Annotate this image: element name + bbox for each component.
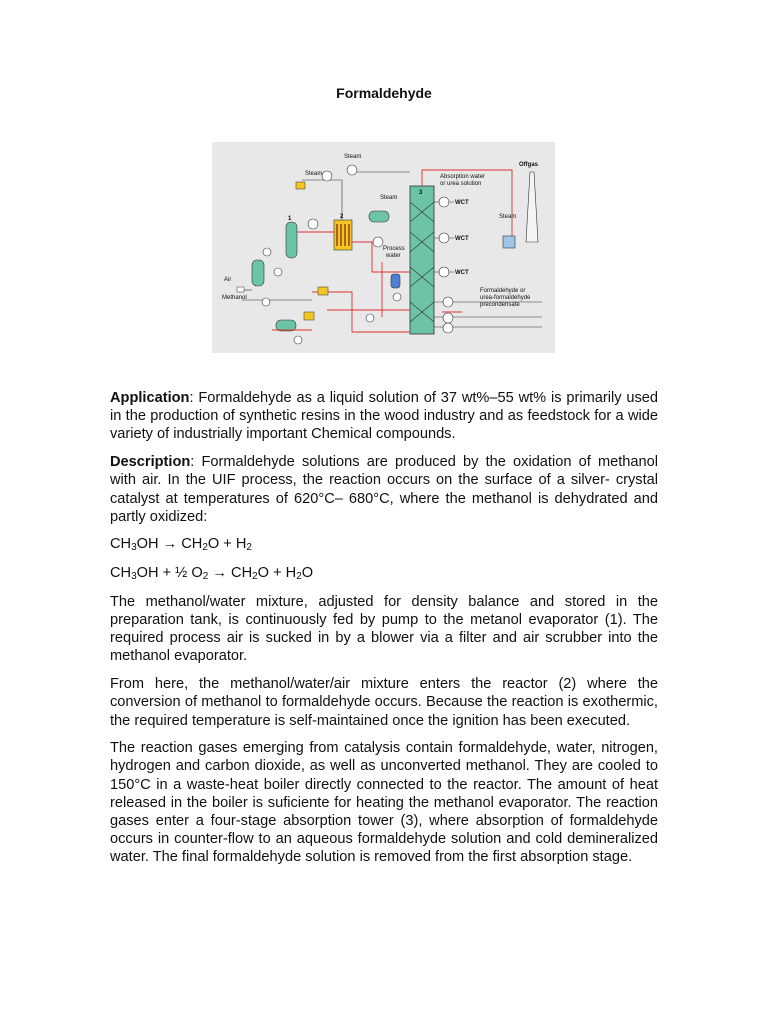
application-text: : Formaldehyde as a liquid solution of 37 wt%–55 wt% is primarily used in the production of synthetic resins in the wood industry and as feedstock for a wide variety of industrially important Chemical compounds. (110, 390, 658, 443)
eq2-part-d: O + H (257, 565, 297, 582)
description-text: : Formaldehyde solutions are produced by the oxidation of methanol with air. In the UIF process, the reaction occurs on the surface of a silver- crystal catalyst at temperatures of 620°C– 680°C, where the methanol is dehydrated and partly oxidized: (110, 454, 658, 525)
application-paragraph (110, 389, 658, 444)
equation-2 (110, 564, 658, 582)
label-wct-2: WCT (455, 236, 469, 242)
label-steam-left: Steam (305, 171, 323, 177)
label-number-2: 2 (340, 214, 344, 220)
paragraph-absorption: The reaction gases emerging from catalysis contain formaldehyde, water, nitrogen, hydrogen and carbon dioxide, as well as unconverted methanol. They are cooled to 150°C in a waste-heat boiler directly connected to the reactor. The amount of heat released in the boiler is suficiente for heating the methanol evaporator. The reaction gases enter a four-stage absorption tower (3), where absorption of formaldehyde occurs in counter-flow to an aqueous formaldehyde solution and cold demineralized water. The final formaldehyde solution is removed from the first absorption stage. (110, 740, 658, 866)
label-number-3: 3 (419, 190, 423, 196)
label-steam-mid: Steam (380, 195, 398, 201)
label-steam-right: Steam (499, 214, 517, 220)
label-product-2: urea-formaldehyde (480, 295, 531, 301)
label-air: Air (224, 277, 232, 283)
offgas-stack (526, 172, 538, 242)
steam-drum (369, 211, 389, 222)
label-absorption-water-1: Absorption water (440, 174, 486, 180)
eq2-part-e: O (301, 565, 314, 582)
page-title: Formaldehyde (336, 85, 432, 101)
eq2-part-a: CH (110, 565, 132, 582)
label-absorption-water-2: or urea solution (440, 181, 482, 187)
filters (237, 182, 328, 320)
eq1-sub-a: 3 (131, 542, 137, 554)
eq1-part-a: CH (110, 536, 132, 553)
label-methanol: Methanol (222, 295, 247, 301)
eq2-sub-b: 2 (202, 571, 209, 583)
eq1-part-b: OH → CH (136, 536, 203, 553)
application-label: Application (110, 390, 190, 406)
paragraph-evaporator: The methanol/water mixture, adjusted for density balance and stored in the preparation tank, is continuously fed by pump to the metanol evaporator (1). The required process air is sucked in by a blower via a filter and air scrubber into the methanol evaporator. (110, 593, 658, 665)
eq1-sub-c: 2 (246, 542, 252, 554)
air-scrubber (252, 260, 264, 286)
label-offgas: Offgas (519, 162, 539, 168)
eq1-part-c: O + H (207, 536, 247, 553)
eq2-sub-d: 2 (296, 571, 302, 583)
label-process-water-1: Process (383, 246, 405, 252)
label-wct-3: WCT (455, 270, 469, 276)
label-number-1: 1 (288, 216, 292, 222)
eq1-sub-b: 2 (202, 542, 208, 554)
equation-1 (110, 535, 658, 553)
offgas-heater (503, 236, 515, 248)
process-water-tank (391, 274, 400, 288)
process-flow-diagram (212, 142, 555, 353)
eq2-part-b: OH + ½ O (136, 565, 203, 582)
label-steam-top: Steam (344, 154, 362, 160)
eq2-sub-a: 3 (131, 571, 137, 583)
description-label: Description (110, 454, 191, 471)
preparation-tank (276, 320, 296, 331)
process-flow-svg (212, 142, 555, 353)
methanol-evaporator (286, 222, 297, 258)
eq2-part-c: → CH (208, 565, 253, 582)
paragraph-reactor: From here, the methanol/water/air mixture enters the reactor (2) where the conversion of methanol to formaldehyde occurs. Because the reaction is exothermic, the required temperature is self-maintained once the ignition has been executed. (110, 676, 658, 729)
description-paragraph (110, 453, 658, 526)
eq2-sub-c: 2 (252, 571, 258, 583)
label-process-water-2: water (386, 253, 401, 259)
label-wct-1: WCT (455, 200, 469, 206)
label-product-1: Formaldehyde or (480, 288, 526, 294)
body-text (110, 389, 658, 876)
label-product-3: precondensate (480, 302, 520, 308)
